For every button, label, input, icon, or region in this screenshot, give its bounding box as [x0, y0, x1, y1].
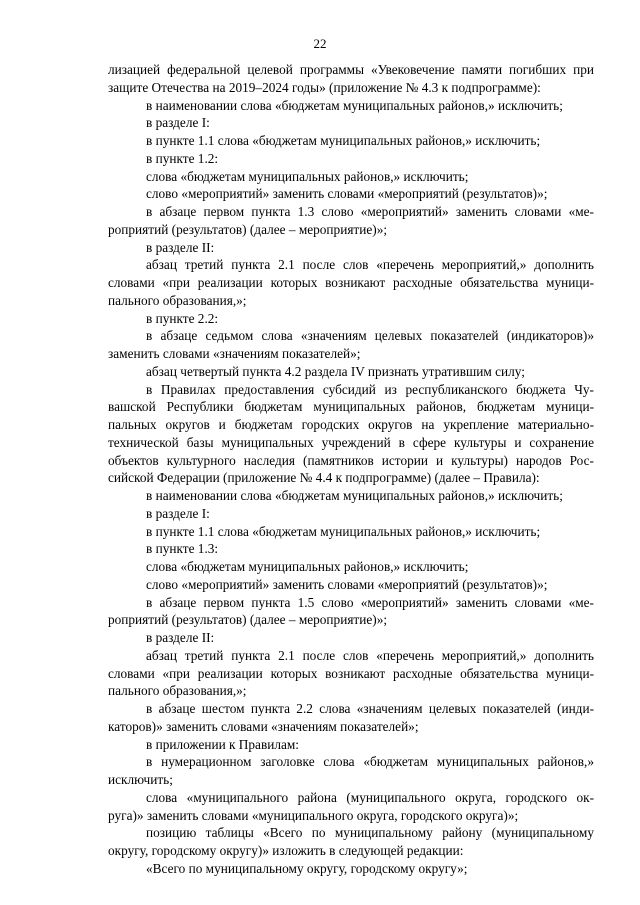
- text-line: пального образования,»;: [108, 292, 247, 308]
- text-line: округу, городскому округу)» изложить в следующей редакции:: [108, 843, 464, 858]
- text-line: слова «бюджетам муниципальных районов,» исключить;: [146, 168, 469, 184]
- text-line: в наименовании слова «бюджетам муниципальных районов,» исключить;: [146, 97, 563, 113]
- text-line: в разделе II:: [146, 630, 215, 645]
- text-line: в пункте 1.2:: [146, 150, 219, 166]
- text-line: исключить;: [108, 772, 173, 787]
- text-line: в разделе II:: [146, 239, 215, 255]
- text-line: технической базы муниципальных учреждений в сфере культуры и сохранение: [108, 434, 594, 450]
- text-line: абзац третий пункта 2.1 после слов «перечень мероприятий,» дополнить: [146, 257, 594, 273]
- text-line: в абзаце первом пункта 1.5 слово «мероприятий» заменить словами «ме-: [146, 594, 594, 610]
- text-line: в приложении к Правилам:: [146, 736, 299, 752]
- text-line: словами «при реализации которых возникают расходные обязательства муници-: [108, 275, 594, 290]
- text-line: вашской Республики бюджетам муниципальных районов, бюджетам муници-: [108, 399, 594, 415]
- text-line: объектов культурного наследия (памятников истории и культуры) народов Рос-: [108, 452, 594, 468]
- text-line: в абзаце шестом пункта 2.2 слова «значениям целевых показателей (инди-: [146, 701, 594, 716]
- text-line: слово «мероприятий» заменить словами «мероприятий (результатов)»;: [146, 576, 548, 592]
- text-line: в разделе I:: [146, 505, 210, 521]
- text-line: слово «мероприятий» заменить словами «мероприятий (результатов)»;: [146, 186, 548, 202]
- text-line: в абзаце седьмом слова «значениям целевых показателей (индикаторов)»: [146, 328, 594, 344]
- text-line: каторов)» заменить словами «значениям показателей»;: [108, 718, 419, 734]
- text-line: роприятий (результатов) (далее – мероприятие)»;: [108, 221, 388, 237]
- text-line: абзац четвертый пункта 4.2 раздела IV признать утратившим силу;: [146, 363, 525, 379]
- document-body: [108, 61, 594, 878]
- text-line: заменить словами «значениям показателей»;: [108, 346, 361, 361]
- text-line: в пункте 1.1 слова «бюджетам муниципальных районов,» исключить;: [146, 133, 541, 148]
- text-line: в наименовании слова «бюджетам муниципальных районов,» исключить;: [146, 488, 563, 503]
- text-line: в нумерационном заголовке слова «бюджетам муниципальных районов,»: [146, 754, 594, 770]
- text-line: роприятий (результатов) (далее – мероприятие)»;: [108, 612, 388, 628]
- text-line: в пункте 1.3:: [146, 541, 219, 557]
- text-line: в пункте 2.2:: [146, 310, 219, 326]
- text-line: словами «при реализации которых возникают расходные обязательства муници-: [108, 665, 594, 681]
- text-line: пальных округов и бюджетам городских округов на укрепление материально-: [108, 417, 594, 432]
- text-line: сийской Федерации (приложение № 4.4 к подпрограмме) (далее – Правила):: [108, 470, 540, 486]
- text-line: слова «бюджетам муниципальных районов,» исключить;: [146, 559, 469, 574]
- text-line: абзац третий пункта 2.1 после слов «перечень мероприятий,» дополнить: [146, 647, 594, 663]
- text-line: в абзаце первом пункта 1.3 слово «мероприятий» заменить словами «ме-: [146, 204, 594, 219]
- text-line: «Всего по муниципальному округу, городскому округу»;: [146, 860, 468, 876]
- text-line: в пункте 1.1 слова «бюджетам муниципальных районов,» исключить;: [146, 523, 541, 539]
- text-line: позицию таблицы «Всего по муниципальному району (муниципальному: [146, 825, 594, 841]
- text-line: в Правилах предоставления субсидий из республиканского бюджета Чу-: [146, 381, 594, 397]
- text-line: слова «муниципального района (муниципального округа, городского ок-: [146, 789, 594, 805]
- text-line: лизацией федеральной целевой программы «Увековечение памяти погибших при: [108, 62, 594, 77]
- text-line: защите Отечества на 2019–2024 годы» (приложение № 4.3 к подпрограмме):: [108, 79, 541, 95]
- page-number: 22: [313, 36, 327, 51]
- text-line: руга)» заменить словами «муниципального округа, городского округа)»;: [108, 807, 519, 823]
- text-line: пального образования,»;: [108, 683, 247, 699]
- text-line: в разделе I:: [146, 115, 210, 131]
